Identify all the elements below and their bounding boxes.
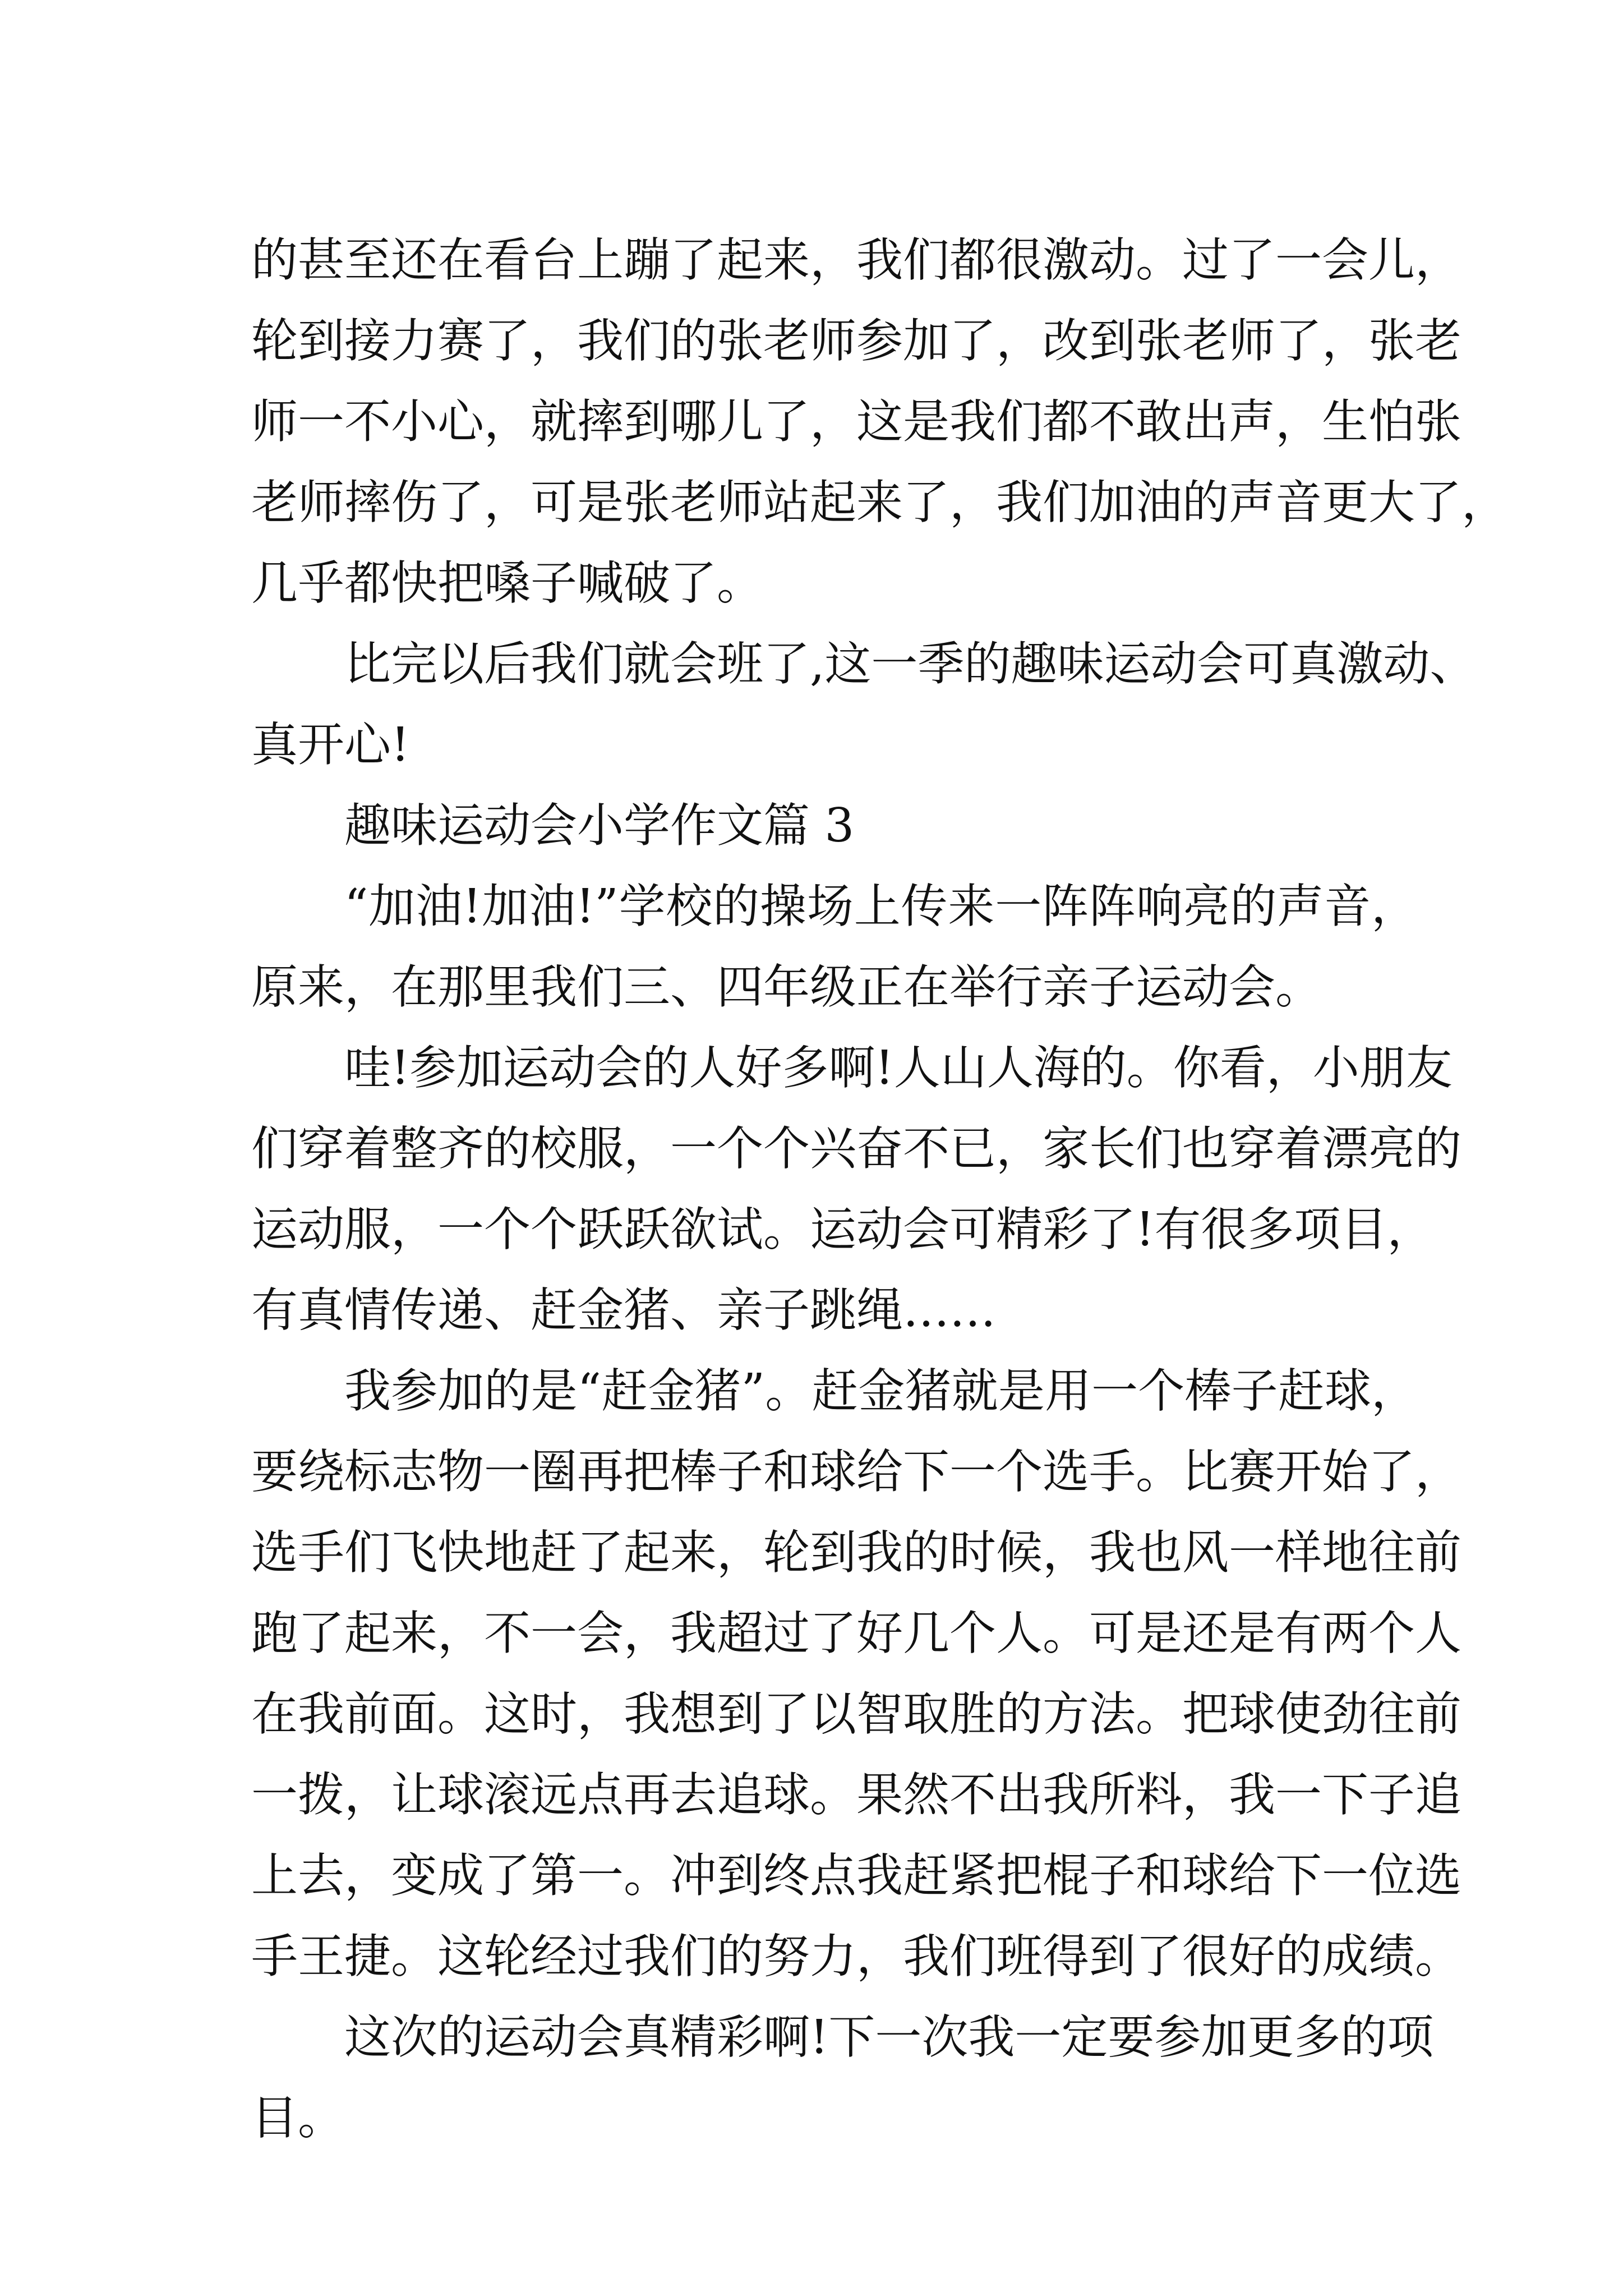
paragraph-first-line: 我参加的是“赶金猪”。赶金猪就是用一个棒子赶球， [344, 1364, 1418, 1418]
text-line: 有真情传递、赶金猪、亲子跳绳…… [251, 1283, 996, 1337]
paragraph-first-line: 趣味运动会小学作文篇 3 [344, 798, 855, 853]
text-line: 跑了起来，不一会，我超过了好几个人。可是还是有两个人 [251, 1606, 1461, 1660]
text-line: 一拨，让球滚远点再去追球。果然不出我所料，我一下子追 [251, 1768, 1461, 1822]
text-line: 师一不小心，就摔到哪儿了，这是我们都不敢出声，生怕张 [251, 394, 1461, 449]
text-line: 目。 [251, 2091, 344, 2145]
text-line: 上去，变成了第一。冲到终点我赶紧把棍子和球给下一位选 [251, 1848, 1461, 1903]
text-line: 几乎都快把嗓子喊破了。 [251, 556, 763, 610]
text-line: 轮到接力赛了，我们的张老师参加了，改到张老师了，张老 [251, 314, 1461, 368]
text-line: 选手们飞快地赶了起来，轮到我的时候，我也风一样地往前 [251, 1525, 1461, 1580]
paragraph-first-line: 这次的运动会真精彩啊!下一次我一定要参加更多的项 [344, 2010, 1434, 2064]
paragraph-first-line: “加油!加油!”学校的操场上传来一阵阵响亮的声音， [344, 879, 1418, 933]
paragraph-first-line: 哇!参加运动会的人好多啊!人山人海的。你看，小朋友 [344, 1041, 1453, 1095]
paragraph-first-line: 比完以后我们就会班了,这一季的趣味运动会可真激动、 [344, 637, 1477, 691]
text-line: 原来，在那里我们三、四年级正在举行亲子运动会。 [251, 960, 1322, 1014]
document-page [251, 220, 1508, 2159]
text-line: 的甚至还在看台上蹦了起来，我们都很激动。过了一会儿， [251, 233, 1461, 287]
text-line: 运动服，一个个跃跃欲试。运动会可精彩了!有很多项目， [251, 1202, 1434, 1257]
text-line: 真开心! [251, 717, 410, 772]
text-line: 手王捷。这轮经过我们的努力，我们班得到了很好的成绩。 [251, 1929, 1461, 1984]
text-line: 老师摔伤了，可是张老师站起来了，我们加油的声音更大了， [251, 475, 1508, 530]
text-line: 要绕标志物一圈再把棒子和球给下一个选手。比赛开始了， [251, 1444, 1461, 1499]
text-line: 们穿着整齐的校服，一个个兴奋不已，家长们也穿着漂亮的 [251, 1121, 1461, 1176]
text-line: 在我前面。这时，我想到了以智取胜的方法。把球使劲往前 [251, 1687, 1461, 1741]
